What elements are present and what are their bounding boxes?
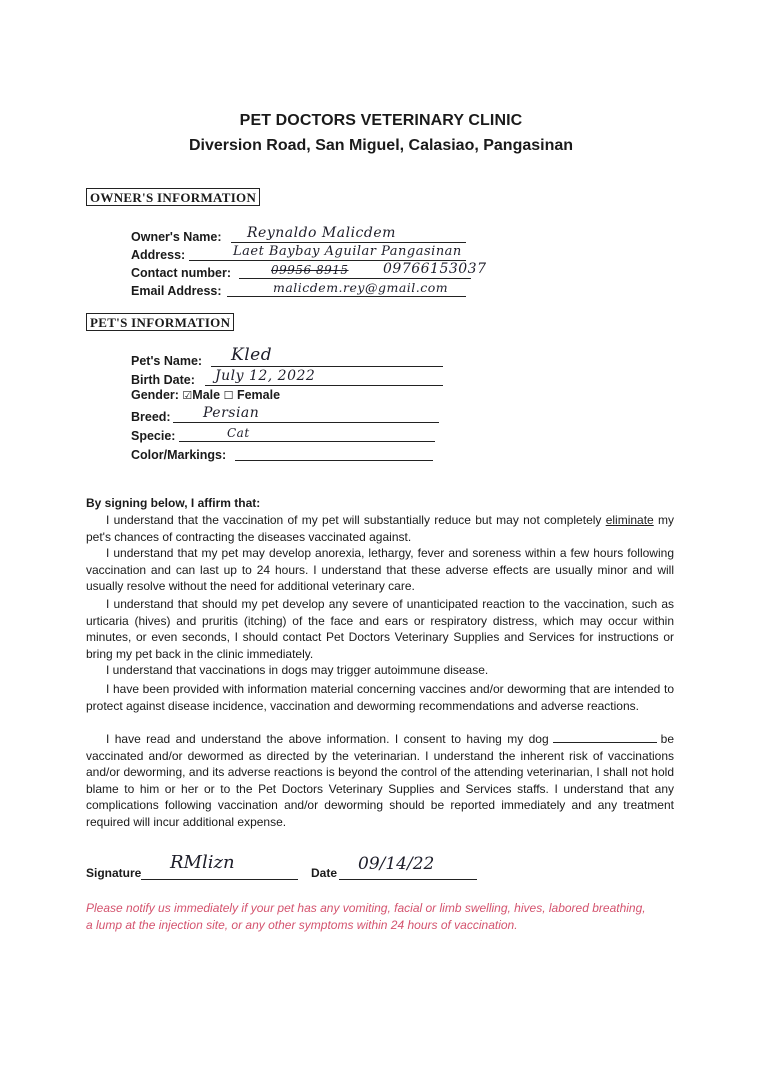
pet-breed-label: Breed: [131, 410, 171, 424]
affirmation-paragraph-2: I understand that my pet may develop anorexia, lethargy, fever and soreness within a few hours following vaccination and can last up to 24 hours. I understand that these adverse effects are usually minor and will usually resolve without the need for additional veterinary care. [86, 546, 674, 593]
owner-contact-struck-value: 09956 8915 [271, 263, 349, 277]
p6-post: be vaccinated and/or dewormed as directed by the veterinarian. I understand the inherent risk of vaccinations and/or deworming, and its adverse reactions is beyond the control of the attending veterinarian, I shall not hold blame to him or her or to the Pet Doctors Veterinary Supplies and Services staffs. I understand that any complications following vaccination and/or deworming should be reported immediately and any treatment required will incur additional expense. [86, 732, 674, 829]
owner-address-value: Laet Baybay Aguilar Pangasinan [233, 244, 462, 259]
p1-underlined: eliminate [605, 513, 654, 527]
pet-birth-field[interactable] [131, 369, 451, 387]
affirmation-paragraph-3: I understand that should my pet develop any severe of unanticipated reaction to the vaccination, such as urticaria (hives) and pruritis (itching) of the face and ears or respiratory distress, which may occur within minutes, or even seconds, I should contact Pet Doctors Veterinary Supplies and Services for instructions or bring my pet back in the clinic immediately. [86, 597, 674, 661]
post-vaccination-notice: Please notify us immediately if your pet has any vomiting, facial or limb swelling, hives, labored breathing, a lump at the injection site, or any other symptoms within 24 hours of vaccination. [86, 901, 646, 932]
affirmation-paragraph-1 [86, 512, 674, 545]
pet-color-line [235, 460, 433, 461]
pet-gender-label: Gender: [131, 388, 179, 402]
pet-breed-field[interactable] [131, 406, 451, 424]
pet-birth-value: July 12, 2022 [215, 368, 316, 384]
pet-specie-value: Cat [227, 426, 250, 440]
date-value: 09/14/22 [358, 854, 435, 874]
owner-email-field[interactable] [131, 280, 471, 298]
pet-breed-value: Persian [203, 405, 260, 421]
clinic-address: Diversion Road, San Miguel, Calasiao, Pangasinan [188, 137, 574, 154]
owner-contact-label: Contact number: [131, 266, 231, 280]
affirmation-paragraph-6 [86, 731, 674, 830]
pet-name-value: Kled [231, 345, 273, 365]
owner-name-line [231, 242, 466, 243]
pet-name-line [211, 366, 443, 367]
pet-color-field[interactable] [131, 444, 451, 462]
gender-female-checkbox[interactable]: ☐ [223, 390, 234, 402]
owner-email-value: malicdem.rey@gmail.com [273, 280, 449, 295]
dog-name-blank[interactable] [553, 733, 657, 743]
pet-specie-field[interactable] [131, 425, 451, 443]
affirmation-paragraph-5: I have been provided with information material concerning vaccines and/or deworming that are intended to protect against disease incidence, vaccination and deworming recommendations and adverse reactions. [86, 682, 674, 713]
signature-label: Signature [86, 866, 142, 880]
gender-male-checkbox[interactable]: ☑ [182, 390, 193, 402]
owner-contact-value: 09766153037 [383, 261, 487, 277]
pet-color-label: Color/Markings: [131, 448, 227, 462]
signature-line[interactable] [141, 879, 298, 880]
pet-birth-line [205, 385, 443, 386]
date-label: Date [311, 866, 338, 880]
affirmation-heading: By signing below, I affirm that: [86, 496, 261, 510]
owner-email-line [227, 296, 466, 297]
pet-gender-row [131, 388, 280, 402]
owner-contact-line [239, 278, 471, 279]
owner-name-field[interactable] [131, 226, 471, 244]
p6-pre: I have read and understand the above information. I consent to having my dog [106, 732, 549, 746]
owner-name-value: Reynaldo Malicdem [247, 225, 396, 241]
owner-email-label: Email Address: [131, 284, 222, 298]
owner-name-label: Owner's Name: [131, 230, 222, 244]
pet-breed-line [173, 422, 439, 423]
date-line[interactable] [339, 879, 477, 880]
clinic-name: PET DOCTORS VETERINARY CLINIC [239, 112, 523, 129]
p1-pre: I understand that the vaccination of my pet will substantially reduce but may not completely [106, 513, 606, 527]
signature-value: RMlizn [170, 852, 235, 873]
owner-address-field[interactable] [131, 244, 471, 262]
owner-contact-field[interactable] [131, 262, 501, 280]
pet-specie-line [179, 441, 435, 442]
gender-male-label: Male [192, 388, 221, 402]
owner-address-label: Address: [131, 248, 186, 262]
p1-post: my pet's chances of contracting the diseases vaccinated against. [86, 513, 674, 544]
gender-female-label: Female [236, 388, 281, 402]
pet-specie-label: Specie: [131, 429, 176, 443]
pet-name-field[interactable] [131, 345, 451, 368]
owner-section-title: OWNER'S INFORMATION [86, 188, 260, 206]
pet-section-title: PET'S INFORMATION [86, 313, 234, 331]
affirmation-paragraph-4: I understand that vaccinations in dogs may trigger autoimmune disease. [106, 663, 489, 677]
pet-birth-label: Birth Date: [131, 373, 195, 387]
pet-name-label: Pet's Name: [131, 354, 203, 368]
